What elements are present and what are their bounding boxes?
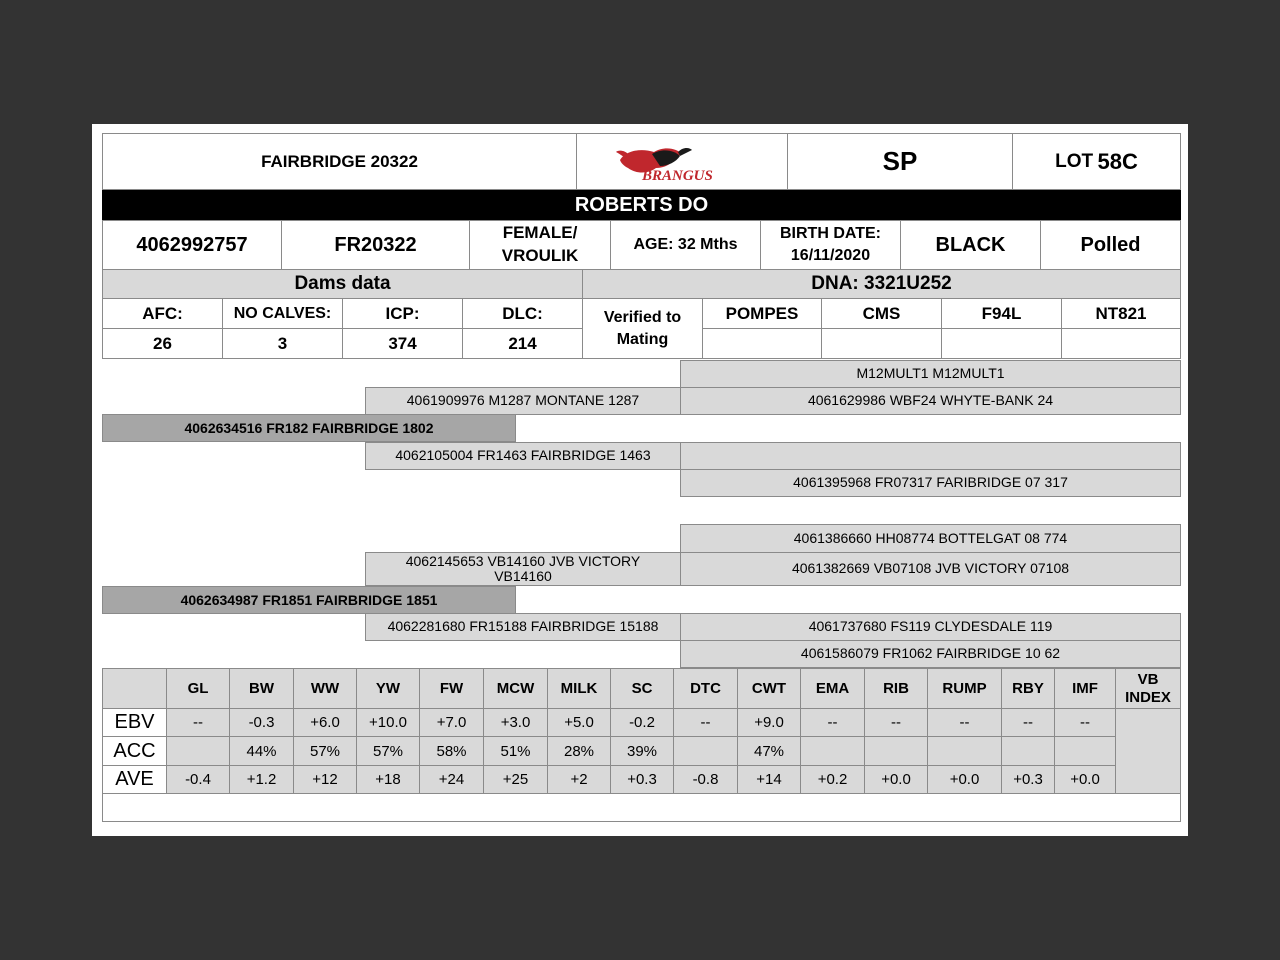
animal-name: ROBERTS DO xyxy=(102,190,1181,220)
ebv-head-ema: EMA xyxy=(800,668,865,709)
ebv-yw: +10.0 xyxy=(356,708,420,737)
sex-line1: FEMALE/ xyxy=(502,223,578,243)
ave-cwt: +14 xyxy=(737,765,801,794)
icp-label: ICP: xyxy=(342,298,463,329)
ebv-head-cwt: CWT xyxy=(737,668,801,709)
ebv-head-rib: RIB xyxy=(864,668,928,709)
pedigree-dsd: 4061382669 VB07108 JVB VICTORY 07108 xyxy=(680,552,1181,586)
ave-gl: -0.4 xyxy=(166,765,230,794)
acc-bw: 44% xyxy=(229,736,294,766)
ebv-ema: -- xyxy=(800,708,865,737)
acc-gl xyxy=(166,736,230,766)
pedigree-sds xyxy=(680,442,1181,470)
vb-index-value xyxy=(1115,708,1181,794)
verified-line1: Verified to xyxy=(603,308,682,326)
ebv-head-bw: BW xyxy=(229,668,294,709)
ave-yw: +18 xyxy=(356,765,420,794)
ebv-head-yw: YW xyxy=(356,668,420,709)
ebv-corner xyxy=(102,668,167,709)
ebv-head-mcw: MCW xyxy=(483,668,548,709)
ebv-head-sc: SC xyxy=(610,668,674,709)
verified-line2: Mating xyxy=(616,330,669,348)
pedigree-dss: 4061386660 HH08774 BOTTELGAT 08 774 xyxy=(680,524,1181,553)
ebv-rby: -- xyxy=(1001,708,1055,737)
animal-id-number: 4062992757 xyxy=(102,220,282,270)
dna-test-pompes: POMPES xyxy=(702,298,822,329)
ebv-sc: -0.2 xyxy=(610,708,674,737)
ebv-bw: -0.3 xyxy=(229,708,294,737)
no-calves-label: NO CALVES: xyxy=(222,298,343,329)
dlc-label: DLC: xyxy=(462,298,583,329)
ebv-head-rump: RUMP xyxy=(927,668,1002,709)
notes-row xyxy=(102,793,1181,822)
ebv-imf: -- xyxy=(1054,708,1116,737)
pedigree-dam: 4062634987 FR1851 FAIRBRIDGE 1851 xyxy=(102,586,516,614)
ebv-head-dtc: DTC xyxy=(673,668,738,709)
ave-sc: +0.3 xyxy=(610,765,674,794)
ave-ww: +12 xyxy=(293,765,357,794)
dna-result-nt821 xyxy=(1061,328,1181,359)
acc-milk: 28% xyxy=(547,736,611,766)
acc-rib xyxy=(864,736,928,766)
vb-index-line1: VB xyxy=(1137,670,1159,688)
ebv-head-ww: WW xyxy=(293,668,357,709)
ebv-head-imf: IMF xyxy=(1054,668,1116,709)
animal-tag: FR20322 xyxy=(281,220,470,270)
ave-dtc: -0.8 xyxy=(673,765,738,794)
logo-text: BRANGUS xyxy=(642,167,713,184)
ave-fw: +24 xyxy=(419,765,484,794)
breeder-name: FAIRBRIDGE 20322 xyxy=(102,133,577,190)
lot-value: 58C xyxy=(1097,148,1138,174)
ebv-gl: -- xyxy=(166,708,230,737)
icp-value: 374 xyxy=(342,328,463,359)
birth-value: 16/11/2020 xyxy=(790,247,871,264)
ebv-cwt: +9.0 xyxy=(737,708,801,737)
ave-mcw: +25 xyxy=(483,765,548,794)
verified-to-mating xyxy=(582,298,703,359)
pedigree-ds-line1: 4062145653 VB14160 JVB VICTORY xyxy=(405,552,641,569)
dna-test-cms: CMS xyxy=(821,298,942,329)
ebv-dtc: -- xyxy=(673,708,738,737)
ebv-row-label: EBV xyxy=(102,708,167,737)
brangus-logo xyxy=(576,133,788,190)
pedigree-ddd: 4061586079 FR1062 FAIRBRIDGE 10 62 xyxy=(680,640,1181,668)
no-calves-value: 3 xyxy=(222,328,343,359)
pedigree-sire: 4062634516 FR182 FAIRBRIDGE 1802 xyxy=(102,414,516,442)
grade-sp: SP xyxy=(787,133,1013,190)
acc-dtc xyxy=(673,736,738,766)
ebv-head-fw: FW xyxy=(419,668,484,709)
birth-date xyxy=(760,220,901,270)
acc-mcw: 51% xyxy=(483,736,548,766)
ebv-ww: +6.0 xyxy=(293,708,357,737)
dna-result-cms xyxy=(821,328,942,359)
brangus-logo-icon xyxy=(612,140,752,184)
dams-data-title: Dams data xyxy=(102,269,583,299)
afc-value: 26 xyxy=(102,328,223,359)
birth-label: BIRTH DATE: xyxy=(779,225,882,243)
dna-result-pompes xyxy=(702,328,822,359)
pedigree-sd: 4062105004 FR1463 FAIRBRIDGE 1463 xyxy=(365,442,681,470)
lot-number xyxy=(1012,133,1181,190)
dna-title: DNA: 3321U252 xyxy=(582,269,1181,299)
animal-colour: BLACK xyxy=(900,220,1041,270)
dna-result-f94l xyxy=(941,328,1062,359)
animal-horn-status: Polled xyxy=(1040,220,1181,270)
dna-test-nt821: NT821 xyxy=(1061,298,1181,329)
pedigree-ds xyxy=(365,552,681,586)
pedigree-ds-line2: VB14160 xyxy=(494,568,552,584)
ebv-milk: +5.0 xyxy=(547,708,611,737)
ave-bw: +1.2 xyxy=(229,765,294,794)
ebv-rump: -- xyxy=(927,708,1002,737)
ebv-fw: +7.0 xyxy=(419,708,484,737)
afc-label: AFC: xyxy=(102,298,223,329)
ave-ema: +0.2 xyxy=(800,765,865,794)
acc-rby xyxy=(1001,736,1055,766)
pedigree-ss: 4061909976 M1287 MONTANE 1287 xyxy=(365,387,681,415)
acc-yw: 57% xyxy=(356,736,420,766)
ebv-rib: -- xyxy=(864,708,928,737)
pedigree-sss: M12MULT1 M12MULT1 xyxy=(680,360,1181,388)
acc-imf xyxy=(1054,736,1116,766)
pedigree-sdd: 4061395968 FR07317 FARIBRIDGE 07 317 xyxy=(680,469,1181,497)
acc-ww: 57% xyxy=(293,736,357,766)
acc-ema xyxy=(800,736,865,766)
ave-rib: +0.0 xyxy=(864,765,928,794)
ave-rump: +0.0 xyxy=(927,765,1002,794)
vb-index-line2: INDEX xyxy=(1125,688,1171,706)
pedigree-ssd: 4061629986 WBF24 WHYTE-BANK 24 xyxy=(680,387,1181,415)
acc-row-label: ACC xyxy=(102,736,167,766)
animal-sex xyxy=(469,220,611,270)
ave-milk: +2 xyxy=(547,765,611,794)
acc-sc: 39% xyxy=(610,736,674,766)
acc-cwt: 47% xyxy=(737,736,801,766)
ebv-head-vb-index xyxy=(1115,668,1181,709)
ebv-head-milk: MILK xyxy=(547,668,611,709)
ebv-head-gl: GL xyxy=(166,668,230,709)
ebv-head-rby: RBY xyxy=(1001,668,1055,709)
ave-rby: +0.3 xyxy=(1001,765,1055,794)
pedigree-dd: 4062281680 FR15188 FAIRBRIDGE 15188 xyxy=(365,613,681,641)
sex-line2: VROULIK xyxy=(501,246,579,265)
ave-imf: +0.0 xyxy=(1054,765,1116,794)
ebv-mcw: +3.0 xyxy=(483,708,548,737)
dlc-value: 214 xyxy=(462,328,583,359)
acc-rump xyxy=(927,736,1002,766)
pedigree-dds: 4061737680 FS119 CLYDESDALE 119 xyxy=(680,613,1181,641)
acc-fw: 58% xyxy=(419,736,484,766)
ave-row-label: AVE xyxy=(102,765,167,794)
lot-prefix: LOT xyxy=(1055,150,1094,172)
dna-test-f94l: F94L xyxy=(941,298,1062,329)
animal-age: AGE: 32 Mths xyxy=(610,220,761,270)
